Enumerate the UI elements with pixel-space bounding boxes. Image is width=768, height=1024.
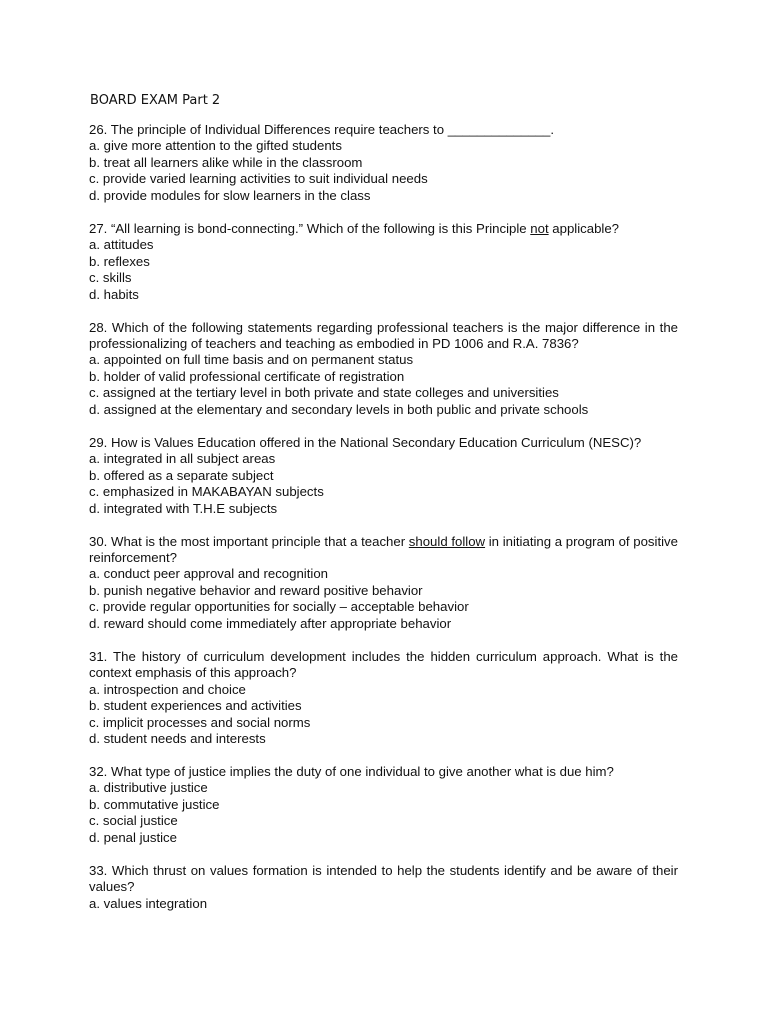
option-c: c. provide regular opportunities for socially – acceptable behavior	[89, 599, 469, 615]
option-c: c. provide varied learning activities to suit individual needs	[89, 171, 428, 187]
question-stem: 32. What type of justice implies the duty of one individual to give another what is due him?	[89, 763, 614, 779]
question-26	[89, 122, 678, 204]
option-d: d. penal justice	[89, 829, 177, 845]
option-b: b. holder of valid professional certificate of registration	[89, 368, 405, 384]
option-b: b. treat all learners alike while in the classroom	[89, 154, 363, 170]
option-c: c. skills	[89, 270, 132, 286]
question-list	[89, 122, 678, 929]
option-b: b. punish negative behavior and reward positive behavior	[89, 582, 423, 598]
option-d: d. integrated with T.H.E subjects	[89, 500, 278, 516]
question-32	[89, 764, 678, 846]
option-a: a. values integration	[89, 895, 208, 911]
option-b: b. offered as a separate subject	[89, 467, 274, 483]
option-b: b. reflexes	[89, 253, 150, 269]
question-27	[89, 221, 678, 303]
question-stem: 27. “All learning is bond-connecting.” Which of the following is this Principle not applicable?	[89, 220, 620, 236]
question-28	[89, 320, 678, 419]
question-stem: 26. The principle of Individual Differences require teachers to ______________.	[89, 122, 555, 137]
option-a: a. integrated in all subject areas	[89, 451, 276, 467]
option-c: c. implicit processes and social norms	[89, 714, 311, 730]
option-a: a. conduct peer approval and recognition	[89, 566, 329, 582]
question-29	[89, 435, 678, 517]
option-b: b. commutative justice	[89, 796, 220, 812]
option-d: d. reward should come immediately after appropriate behavior	[89, 615, 452, 631]
question-30	[89, 534, 678, 633]
question-33	[89, 863, 678, 912]
question-stem: 33. Which thrust on values formation is intended to help the students identify and be aware of their values?	[89, 862, 678, 895]
option-b: b. student experiences and activities	[89, 698, 302, 714]
option-d: d. assigned at the elementary and secondary levels in both public and private schools	[89, 401, 589, 417]
document-title: BOARD EXAM Part 2	[90, 93, 221, 108]
option-a: a. appointed on full time basis and on permanent status	[89, 352, 414, 368]
option-c: c. emphasized in MAKABAYAN subjects	[89, 484, 324, 500]
option-a: a. give more attention to the gifted students	[89, 138, 342, 154]
question-stem: 30. What is the most important principle that a teacher should follow in initiating a program of positive reinforcement?	[89, 533, 678, 565]
option-a: a. introspection and choice	[89, 681, 246, 697]
underlined-text: not	[530, 220, 549, 236]
question-31	[89, 649, 678, 748]
underlined-text: should follow	[408, 533, 486, 549]
question-stem: 29. How is Values Education offered in the National Secondary Education Curriculum (NESC)?	[89, 434, 642, 450]
question-stem: 31. The history of curriculum development includes the hidden curriculum approach. What is the context emphasis of this approach?	[89, 648, 678, 681]
option-d: d. habits	[89, 286, 139, 302]
question-stem: 28. Which of the following statements regarding professional teachers is the major difference in the professionalizing of teachers and teaching as embodied in PD 1006 and R.A. 7836?	[89, 319, 678, 351]
option-d: d. student needs and interests	[89, 731, 266, 746]
option-c: c. assigned at the tertiary level in both private and state colleges and universities	[89, 385, 559, 401]
option-a: a. attitudes	[89, 237, 154, 253]
option-c: c. social justice	[89, 813, 178, 829]
option-d: d. provide modules for slow learners in the class	[89, 187, 371, 203]
option-a: a. distributive justice	[89, 780, 208, 796]
